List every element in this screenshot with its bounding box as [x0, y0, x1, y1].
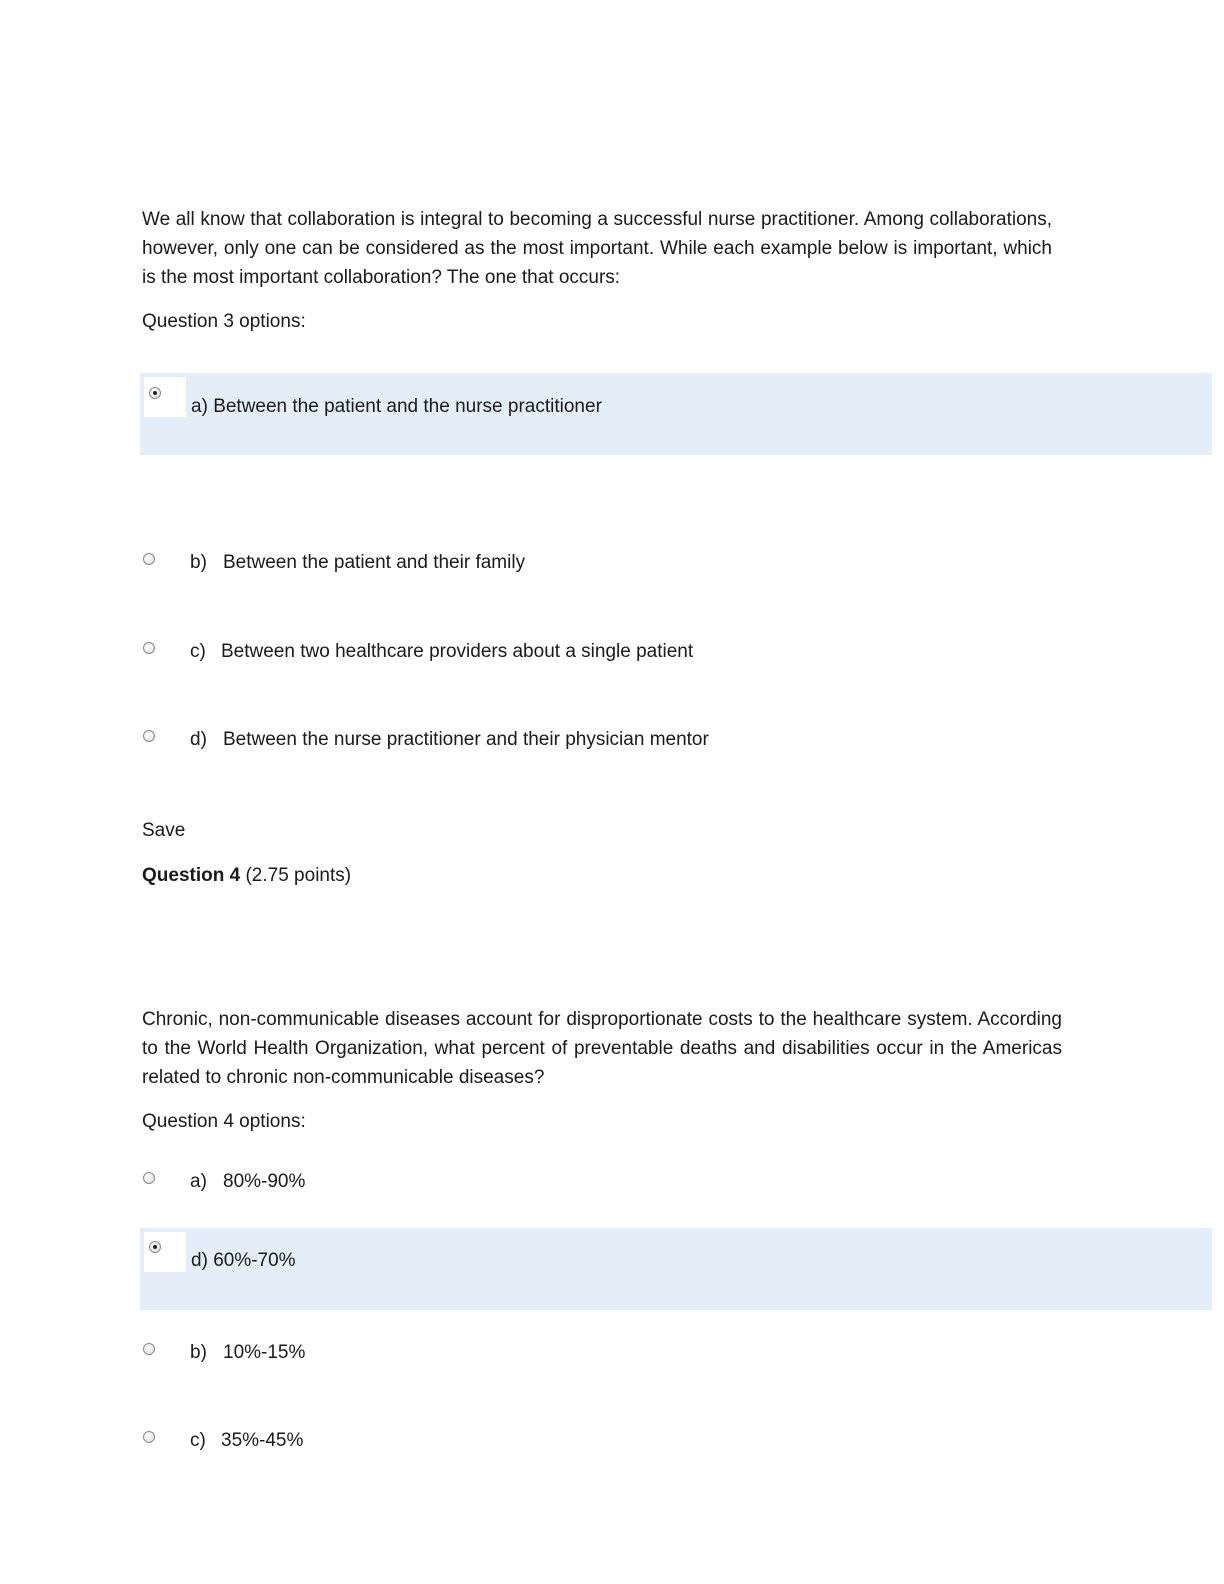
selected-option-highlight: [140, 1228, 1212, 1310]
question-4-prompt: Chronic, non-communicable diseases account for disproportionate costs to the healthcare system. According to the World Health Organization, what percent of preventable deaths and disabilities occur in the Americas related to chronic non-communicable diseases?: [142, 1009, 1062, 1088]
q4-option-a-label[interactable]: [190, 1170, 305, 1194]
option-letter: d): [191, 1250, 208, 1271]
option-c-radio[interactable]: [143, 642, 155, 654]
option-d-radio[interactable]: [149, 1241, 161, 1253]
question-4-heading: [142, 864, 351, 888]
option-c-radio[interactable]: [143, 1431, 155, 1443]
option-b-radio[interactable]: [143, 553, 155, 565]
question-number: Question 4: [142, 865, 241, 886]
q3-option-a-label[interactable]: [191, 395, 602, 419]
option-text: Between the nurse practitioner and their physician mentor: [223, 729, 709, 750]
option-text: 80%-90%: [223, 1171, 306, 1192]
option-text: 60%-70%: [213, 1250, 296, 1271]
option-text: 10%-15%: [223, 1342, 306, 1363]
q3-option-c-label[interactable]: [190, 640, 693, 664]
option-text: Between the patient and their family: [223, 552, 526, 573]
radio-frame: [144, 1232, 186, 1272]
option-letter: b): [190, 552, 207, 573]
option-letter: c): [190, 1430, 206, 1451]
question-3-options-label: Question 3 options:: [142, 311, 306, 332]
question-4-options-label: Question 4 options:: [142, 1111, 306, 1132]
option-a-radio[interactable]: [143, 1172, 155, 1184]
q3-option-d-label[interactable]: [190, 728, 709, 752]
option-b-radio[interactable]: [143, 1343, 155, 1355]
option-letter: c): [190, 641, 206, 662]
option-text: 35%-45%: [221, 1430, 304, 1451]
option-letter: a): [190, 1171, 207, 1192]
option-text: Between the patient and the nurse practitioner: [213, 396, 602, 417]
option-a-radio[interactable]: [149, 387, 161, 399]
q4-option-d-label[interactable]: [191, 1249, 296, 1273]
q4-option-c-label[interactable]: [190, 1429, 303, 1453]
save-button[interactable]: Save: [142, 820, 186, 841]
option-letter: a): [191, 396, 208, 417]
option-d-radio[interactable]: [143, 730, 155, 742]
option-text: Between two healthcare providers about a single patient: [221, 641, 694, 662]
q3-option-b-label[interactable]: [190, 551, 525, 575]
question-points: (2.75 points): [245, 865, 352, 886]
question-3-prompt: We all know that collaboration is integral to becoming a successful nurse practitioner. Among collaborations, however, only one can be considered as the most important. While each example below is important, which is the most important collaboration? The one that occurs:: [142, 209, 1052, 288]
q4-option-b-label[interactable]: [190, 1341, 305, 1365]
option-letter: b): [190, 1342, 207, 1363]
option-letter: d): [190, 729, 207, 750]
